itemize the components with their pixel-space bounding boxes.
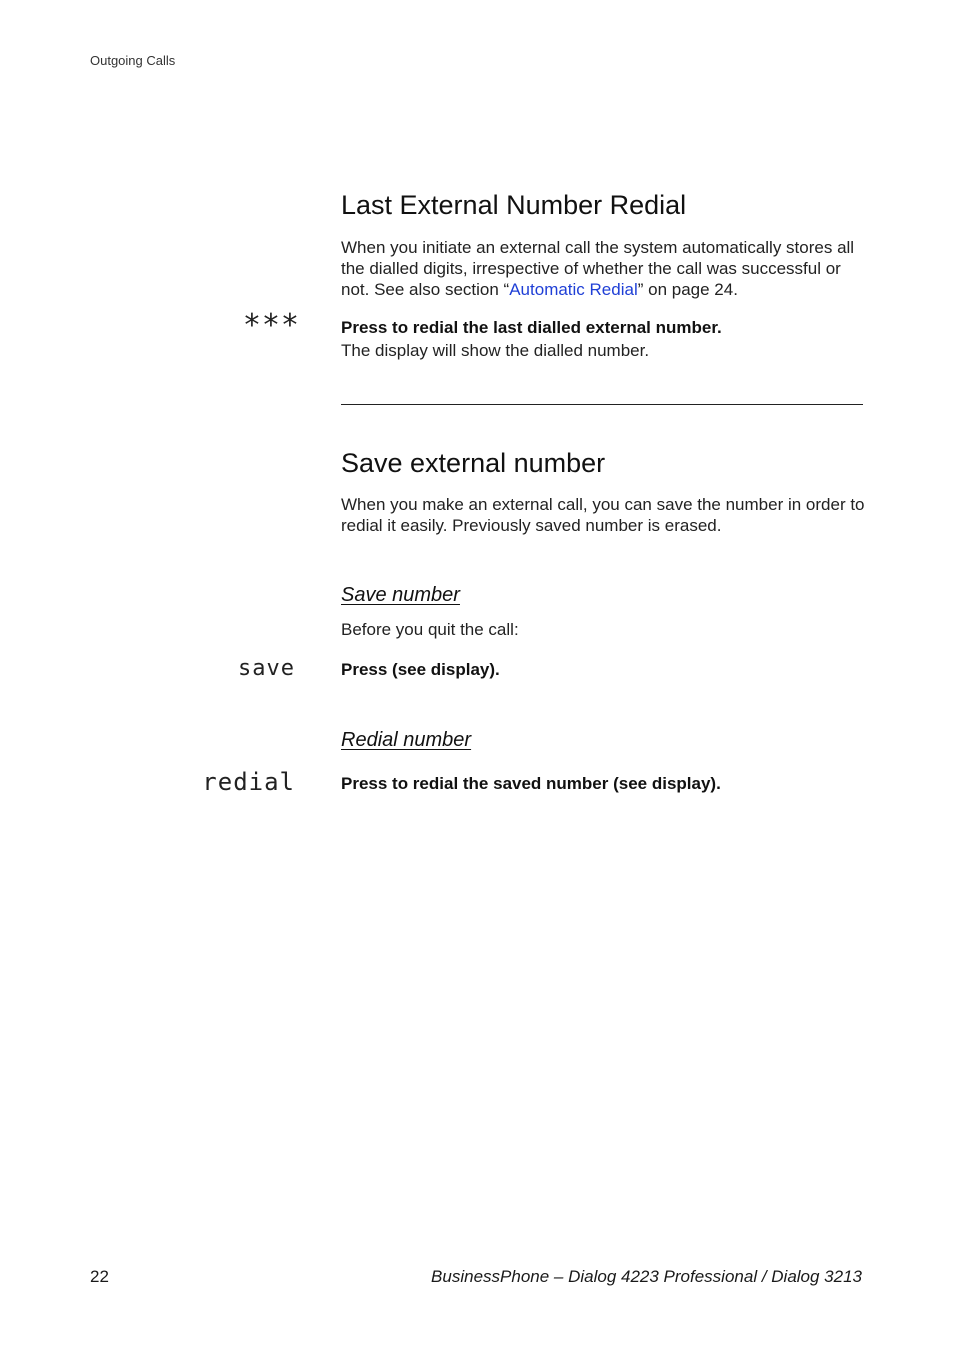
save-step-instruction: Press (see display). [341, 660, 500, 679]
section-heading-last-external-number-redial: Last External Number Redial [341, 190, 687, 220]
section1-intro-text: When you initiate an external call the system automatically stores all the dialled digits, irrespective of whether the call was successful or not. See also section “ [341, 238, 855, 299]
save-before-text: Before you quit the call: [341, 620, 519, 639]
redial-softkey-icon: redial [202, 768, 295, 796]
section-heading-save-external-number: Save external number [341, 448, 606, 478]
page-number: 22 [90, 1267, 109, 1286]
section1-step-instruction: Press to redial the last dialled external number. [341, 318, 722, 337]
section1-intro-tail: ” on page 24. [637, 280, 738, 299]
automatic-redial-link[interactable]: Automatic Redial [509, 280, 638, 299]
asterisk-key-icon: *** [242, 308, 300, 343]
subheading-save-number: Save number [341, 584, 460, 606]
footer-document-title: BusinessPhone – Dialog 4223 Professional / Dialog 3213 [431, 1267, 862, 1286]
section1-intro [341, 237, 866, 300]
subheading-redial-number: Redial number [341, 729, 472, 751]
section1-step-note: The display will show the dialled number. [341, 341, 650, 360]
redial-step-instruction: Press to redial the saved number (see display). [341, 774, 721, 793]
section2-intro: When you make an external call, you can save the number in order to redial it easily. Previously saved number is erased. [341, 495, 865, 535]
save-softkey-icon: save [238, 656, 295, 681]
section-divider [341, 404, 863, 405]
running-header: Outgoing Calls [90, 53, 176, 68]
